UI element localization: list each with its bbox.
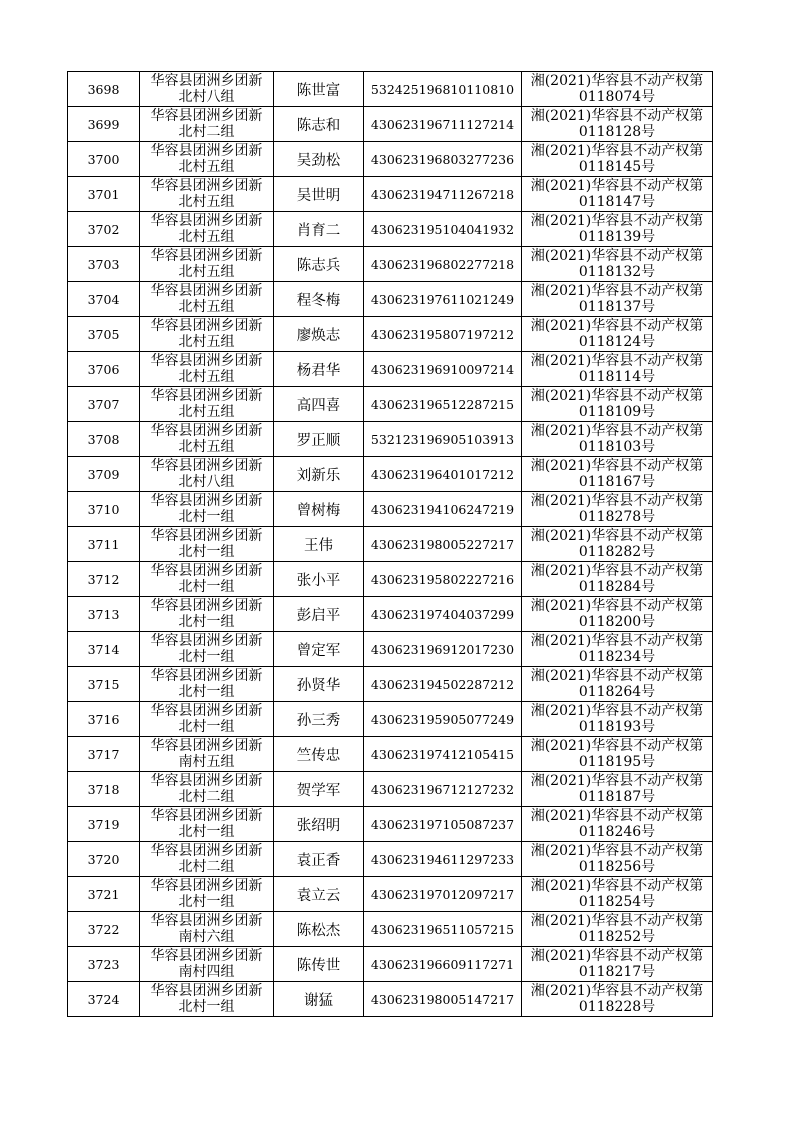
address-cell: [140, 597, 274, 632]
address-line-2: 北村一组: [178, 614, 235, 630]
owner-name: 张小平: [274, 562, 364, 597]
address-line-2: 北村八组: [178, 474, 235, 490]
row-number: 3709: [68, 457, 140, 492]
certificate-line-1: 湘(2021)华容县不动产权第: [530, 528, 704, 544]
row-number: 3714: [68, 632, 140, 667]
table-row: [68, 667, 713, 702]
id-number: 430623195802227216: [364, 562, 522, 597]
address-line-1: 华容县团洲乡团新: [150, 948, 263, 964]
certificate-line-2: 0118264号: [578, 684, 656, 700]
address-cell: [140, 947, 274, 982]
id-number: 430623196803277236: [364, 142, 522, 177]
address-line-1: 华容县团洲乡团新: [150, 108, 263, 124]
address-line-1: 华容县团洲乡团新: [150, 353, 263, 369]
owner-name: 陈松杰: [274, 912, 364, 947]
certificate-cell: [522, 492, 713, 527]
address-cell: [140, 317, 274, 352]
address-line-1: 华容县团洲乡团新: [150, 738, 263, 754]
id-number: 430623197412105415: [364, 737, 522, 772]
id-number: 430623198005227217: [364, 527, 522, 562]
table-row: [68, 912, 713, 947]
table-row: [68, 842, 713, 877]
owner-name: 杨君华: [274, 352, 364, 387]
owner-name: 孙三秀: [274, 702, 364, 737]
certificate-cell: [522, 842, 713, 877]
certificate-line-2: 0118187号: [578, 789, 656, 805]
id-number: 430623194711267218: [364, 177, 522, 212]
certificate-line-2: 0118137号: [578, 299, 656, 315]
id-number: 430623196609117271: [364, 947, 522, 982]
table-row: [68, 457, 713, 492]
row-number: 3710: [68, 492, 140, 527]
certificate-line-1: 湘(2021)华容县不动产权第: [530, 738, 704, 754]
address-line-1: 华容县团洲乡团新: [150, 563, 263, 579]
id-number: 430623194106247219: [364, 492, 522, 527]
id-number: 430623197105087237: [364, 807, 522, 842]
owner-name: 竺传忠: [274, 737, 364, 772]
certificate-line-2: 0118278号: [578, 509, 656, 525]
id-number: 430623195104041932: [364, 212, 522, 247]
certificate-line-2: 0118217号: [578, 964, 656, 980]
certificate-cell: [522, 947, 713, 982]
certificate-line-1: 湘(2021)华容县不动产权第: [530, 913, 704, 929]
certificate-cell: [522, 527, 713, 562]
table-row: [68, 387, 713, 422]
row-number: 3715: [68, 667, 140, 702]
row-number: 3698: [68, 72, 140, 107]
address-line-2: 北村一组: [178, 649, 235, 665]
certificate-line-2: 0118139号: [578, 229, 656, 245]
certificate-line-2: 0118145号: [578, 159, 656, 175]
address-line-1: 华容县团洲乡团新: [150, 808, 263, 824]
row-number: 3700: [68, 142, 140, 177]
owner-name: 袁正香: [274, 842, 364, 877]
id-number: 430623195905077249: [364, 702, 522, 737]
table-body: [68, 72, 713, 1017]
owner-name: 曾树梅: [274, 492, 364, 527]
address-line-2: 北村五组: [178, 439, 235, 455]
table-row: [68, 177, 713, 212]
row-number: 3717: [68, 737, 140, 772]
certificate-line-1: 湘(2021)华容县不动产权第: [530, 73, 704, 89]
certificate-line-2: 0118167号: [578, 474, 656, 490]
certificate-line-2: 0118284号: [578, 579, 656, 595]
certificate-cell: [522, 912, 713, 947]
certificate-line-2: 0118132号: [578, 264, 656, 280]
certificate-line-2: 0118114号: [578, 369, 656, 385]
id-number: 532123196905103913: [364, 422, 522, 457]
address-line-1: 华容县团洲乡团新: [150, 388, 263, 404]
address-cell: [140, 142, 274, 177]
certificate-line-2: 0118282号: [578, 544, 656, 560]
certificate-cell: [522, 877, 713, 912]
row-number: 3704: [68, 282, 140, 317]
owner-name: 袁立云: [274, 877, 364, 912]
certificate-line-2: 0118195号: [578, 754, 656, 770]
certificate-line-1: 湘(2021)华容县不动产权第: [530, 458, 704, 474]
row-number: 3724: [68, 982, 140, 1017]
address-line-2: 北村五组: [178, 194, 235, 210]
id-number: 430623196711127214: [364, 107, 522, 142]
certificate-line-2: 0118252号: [578, 929, 656, 945]
table-row: [68, 807, 713, 842]
address-cell: [140, 282, 274, 317]
row-number: 3720: [68, 842, 140, 877]
address-cell: [140, 107, 274, 142]
address-cell: [140, 737, 274, 772]
address-line-1: 华容县团洲乡团新: [150, 213, 263, 229]
certificate-cell: [522, 737, 713, 772]
certificate-cell: [522, 317, 713, 352]
owner-name: 陈志兵: [274, 247, 364, 282]
table-row: [68, 142, 713, 177]
certificate-line-1: 湘(2021)华容县不动产权第: [530, 563, 704, 579]
owner-name: 王伟: [274, 527, 364, 562]
table-row: [68, 107, 713, 142]
id-number: 430623197012097217: [364, 877, 522, 912]
table-row: [68, 422, 713, 457]
owner-name: 孙贤华: [274, 667, 364, 702]
certificate-line-1: 湘(2021)华容县不动产权第: [530, 353, 704, 369]
address-line-2: 北村一组: [178, 824, 235, 840]
certificate-line-1: 湘(2021)华容县不动产权第: [530, 878, 704, 894]
id-number: 430623196910097214: [364, 352, 522, 387]
address-line-2: 北村五组: [178, 159, 235, 175]
table-row: [68, 947, 713, 982]
address-cell: [140, 807, 274, 842]
address-cell: [140, 387, 274, 422]
owner-name: 刘新乐: [274, 457, 364, 492]
id-number: 430623196712127232: [364, 772, 522, 807]
certificate-line-1: 湘(2021)华容县不动产权第: [530, 598, 704, 614]
certificate-line-1: 湘(2021)华容县不动产权第: [530, 178, 704, 194]
address-line-2: 北村五组: [178, 404, 235, 420]
id-number: 430623196802277218: [364, 247, 522, 282]
row-number: 3718: [68, 772, 140, 807]
certificate-cell: [522, 107, 713, 142]
owner-name: 吴劲松: [274, 142, 364, 177]
address-cell: [140, 212, 274, 247]
certificate-line-1: 湘(2021)华容县不动产权第: [530, 248, 704, 264]
certificate-line-1: 湘(2021)华容县不动产权第: [530, 633, 704, 649]
certificate-cell: [522, 247, 713, 282]
row-number: 3707: [68, 387, 140, 422]
address-line-2: 北村二组: [178, 124, 235, 140]
address-line-1: 华容县团洲乡团新: [150, 143, 263, 159]
row-number: 3701: [68, 177, 140, 212]
address-cell: [140, 772, 274, 807]
owner-name: 吴世明: [274, 177, 364, 212]
address-line-2: 北村一组: [178, 999, 235, 1015]
certificate-line-2: 0118124号: [578, 334, 656, 350]
address-line-1: 华容县团洲乡团新: [150, 878, 263, 894]
row-number: 3721: [68, 877, 140, 912]
address-line-2: 北村一组: [178, 544, 235, 560]
certificate-line-1: 湘(2021)华容县不动产权第: [530, 283, 704, 299]
address-line-2: 北村一组: [178, 719, 235, 735]
address-cell: [140, 877, 274, 912]
certificate-line-2: 0118234号: [578, 649, 656, 665]
certificate-line-1: 湘(2021)华容县不动产权第: [530, 318, 704, 334]
table-row: [68, 702, 713, 737]
certificate-line-2: 0118200号: [578, 614, 656, 630]
address-line-2: 北村二组: [178, 789, 235, 805]
id-number: 430623196511057215: [364, 912, 522, 947]
id-number: 430623198005147217: [364, 982, 522, 1017]
certificate-line-1: 湘(2021)华容县不动产权第: [530, 948, 704, 964]
address-cell: [140, 702, 274, 737]
row-number: 3708: [68, 422, 140, 457]
address-line-1: 华容县团洲乡团新: [150, 633, 263, 649]
certificate-cell: [522, 457, 713, 492]
certificate-line-1: 湘(2021)华容县不动产权第: [530, 668, 704, 684]
table-row: [68, 352, 713, 387]
address-line-1: 华容县团洲乡团新: [150, 178, 263, 194]
address-cell: [140, 912, 274, 947]
address-cell: [140, 177, 274, 212]
address-line-1: 华容县团洲乡团新: [150, 528, 263, 544]
row-number: 3716: [68, 702, 140, 737]
address-cell: [140, 457, 274, 492]
address-line-1: 华容县团洲乡团新: [150, 318, 263, 334]
owner-name: 程冬梅: [274, 282, 364, 317]
table-row: [68, 877, 713, 912]
address-line-1: 华容县团洲乡团新: [150, 248, 263, 264]
table-row: [68, 772, 713, 807]
row-number: 3699: [68, 107, 140, 142]
certificate-line-2: 0118256号: [578, 859, 656, 875]
address-cell: [140, 842, 274, 877]
certificate-cell: [522, 387, 713, 422]
id-number: 430623197611021249: [364, 282, 522, 317]
certificate-line-2: 0118103号: [578, 439, 656, 455]
row-number: 3711: [68, 527, 140, 562]
table-row: [68, 282, 713, 317]
address-cell: [140, 527, 274, 562]
address-cell: [140, 352, 274, 387]
owner-name: 肖育二: [274, 212, 364, 247]
owner-name: 谢猛: [274, 982, 364, 1017]
address-line-2: 北村一组: [178, 684, 235, 700]
certificate-line-2: 0118074号: [578, 89, 656, 105]
row-number: 3702: [68, 212, 140, 247]
id-number: 430623196512287215: [364, 387, 522, 422]
certificate-line-2: 0118254号: [578, 894, 656, 910]
id-number: 430623197404037299: [364, 597, 522, 632]
row-number: 3703: [68, 247, 140, 282]
address-cell: [140, 632, 274, 667]
row-number: 3706: [68, 352, 140, 387]
certificate-cell: [522, 597, 713, 632]
certificate-line-2: 0118128号: [578, 124, 656, 140]
row-number: 3719: [68, 807, 140, 842]
certificate-cell: [522, 982, 713, 1017]
address-cell: [140, 982, 274, 1017]
table-row: [68, 562, 713, 597]
address-line-1: 华容县团洲乡团新: [150, 73, 263, 89]
certificate-line-2: 0118147号: [578, 194, 656, 210]
certificate-cell: [522, 632, 713, 667]
address-line-2: 北村五组: [178, 264, 235, 280]
certificate-line-1: 湘(2021)华容县不动产权第: [530, 983, 704, 999]
address-line-2: 北村五组: [178, 369, 235, 385]
certificate-line-1: 湘(2021)华容县不动产权第: [530, 213, 704, 229]
address-line-1: 华容县团洲乡团新: [150, 493, 263, 509]
certificate-cell: [522, 352, 713, 387]
table-row: [68, 247, 713, 282]
certificate-line-2: 0118109号: [578, 404, 656, 420]
certificate-cell: [522, 282, 713, 317]
certificate-line-1: 湘(2021)华容县不动产权第: [530, 843, 704, 859]
certificate-line-1: 湘(2021)华容县不动产权第: [530, 493, 704, 509]
certificate-line-1: 湘(2021)华容县不动产权第: [530, 703, 704, 719]
certificate-line-1: 湘(2021)华容县不动产权第: [530, 423, 704, 439]
address-line-1: 华容县团洲乡团新: [150, 423, 263, 439]
table-row: [68, 212, 713, 247]
address-line-2: 北村五组: [178, 229, 235, 245]
address-line-1: 华容县团洲乡团新: [150, 598, 263, 614]
address-line-2: 北村五组: [178, 299, 235, 315]
row-number: 3705: [68, 317, 140, 352]
address-line-2: 北村一组: [178, 894, 235, 910]
table-row: [68, 982, 713, 1017]
address-line-2: 北村八组: [178, 89, 235, 105]
certificate-line-1: 湘(2021)华容县不动产权第: [530, 108, 704, 124]
address-line-2: 北村二组: [178, 859, 235, 875]
id-number: 532425196810110810: [364, 72, 522, 107]
address-cell: [140, 667, 274, 702]
owner-name: 贺学军: [274, 772, 364, 807]
table-row: [68, 72, 713, 107]
address-line-2: 北村一组: [178, 579, 235, 595]
address-line-1: 华容县团洲乡团新: [150, 283, 263, 299]
address-line-1: 华容县团洲乡团新: [150, 913, 263, 929]
table-row: [68, 527, 713, 562]
id-number: 430623196912017230: [364, 632, 522, 667]
certificate-line-1: 湘(2021)华容县不动产权第: [530, 388, 704, 404]
address-line-1: 华容县团洲乡团新: [150, 703, 263, 719]
certificate-line-1: 湘(2021)华容县不动产权第: [530, 143, 704, 159]
owner-name: 张绍明: [274, 807, 364, 842]
address-line-2: 南村五组: [178, 754, 235, 770]
id-number: 430623195807197212: [364, 317, 522, 352]
id-number: 430623194611297233: [364, 842, 522, 877]
certificate-cell: [522, 667, 713, 702]
address-cell: [140, 422, 274, 457]
certificate-cell: [522, 212, 713, 247]
certificate-line-2: 0118193号: [578, 719, 656, 735]
table-row: [68, 737, 713, 772]
row-number: 3722: [68, 912, 140, 947]
address-line-1: 华容县团洲乡团新: [150, 668, 263, 684]
address-cell: [140, 72, 274, 107]
certificate-cell: [522, 177, 713, 212]
row-number: 3723: [68, 947, 140, 982]
address-cell: [140, 247, 274, 282]
id-number: 430623194502287212: [364, 667, 522, 702]
id-number: 430623196401017212: [364, 457, 522, 492]
certificate-cell: [522, 807, 713, 842]
address-line-2: 北村一组: [178, 509, 235, 525]
address-line-2: 南村六组: [178, 929, 235, 945]
table-row: [68, 632, 713, 667]
row-number: 3713: [68, 597, 140, 632]
table-row: [68, 597, 713, 632]
certificate-cell: [522, 142, 713, 177]
owner-name: 彭启平: [274, 597, 364, 632]
address-line-2: 南村四组: [178, 964, 235, 980]
owner-name: 罗正顺: [274, 422, 364, 457]
table-row: [68, 317, 713, 352]
address-line-1: 华容县团洲乡团新: [150, 458, 263, 474]
certificate-line-2: 0118246号: [578, 824, 656, 840]
address-cell: [140, 562, 274, 597]
address-line-1: 华容县团洲乡团新: [150, 983, 263, 999]
certificate-cell: [522, 562, 713, 597]
address-cell: [140, 492, 274, 527]
address-line-1: 华容县团洲乡团新: [150, 843, 263, 859]
owner-name: 廖焕志: [274, 317, 364, 352]
certificate-cell: [522, 422, 713, 457]
owner-name: 陈志和: [274, 107, 364, 142]
certificate-cell: [522, 702, 713, 737]
address-line-1: 华容县团洲乡团新: [150, 773, 263, 789]
certificate-cell: [522, 72, 713, 107]
certificate-line-1: 湘(2021)华容县不动产权第: [530, 808, 704, 824]
certificate-line-1: 湘(2021)华容县不动产权第: [530, 773, 704, 789]
owner-name: 陈世富: [274, 72, 364, 107]
owner-name: 曾定军: [274, 632, 364, 667]
address-line-2: 北村五组: [178, 334, 235, 350]
certificate-line-2: 0118228号: [578, 999, 656, 1015]
row-number: 3712: [68, 562, 140, 597]
certificate-cell: [522, 772, 713, 807]
property-registry-table: [67, 71, 713, 1017]
table-row: [68, 492, 713, 527]
owner-name: 高四喜: [274, 387, 364, 422]
owner-name: 陈传世: [274, 947, 364, 982]
